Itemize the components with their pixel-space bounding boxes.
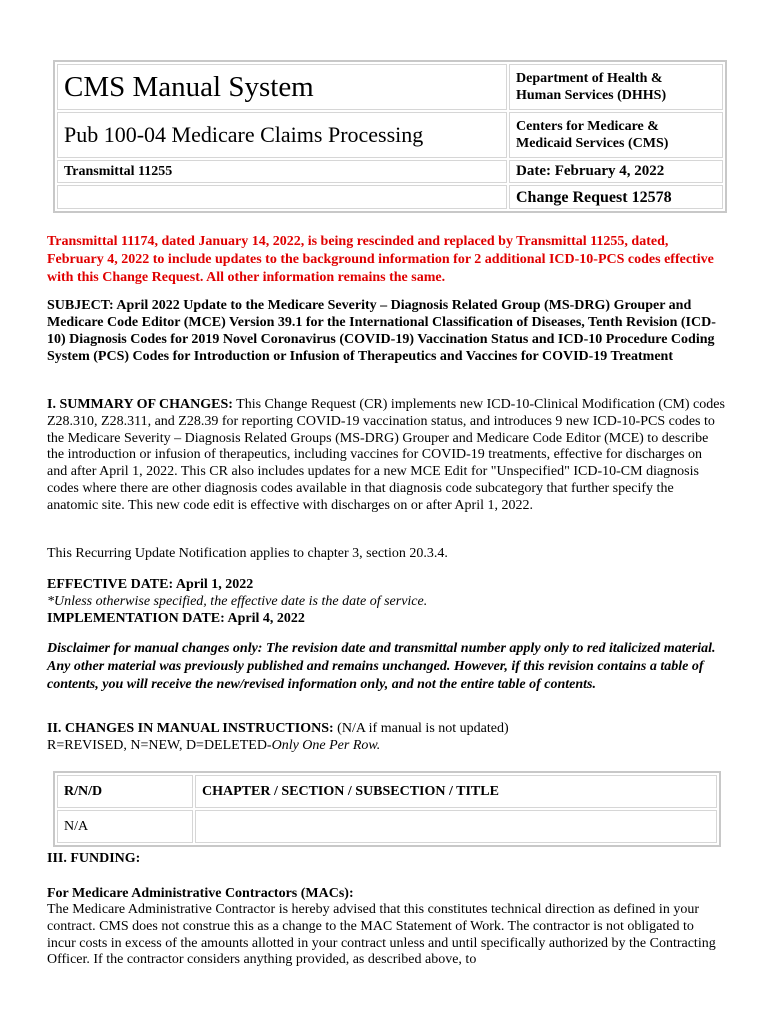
effective-date: EFFECTIVE DATE: April 1, 2022: [47, 577, 254, 592]
manual-title: CMS Manual System: [57, 64, 507, 110]
table-cell: N/A: [57, 810, 193, 843]
dept-name: Department of Health & Human Services (DHHS): [509, 64, 723, 110]
subject: SUBJECT: April 2022 Update to the Medicare Severity – Diagnosis Related Group (MS-DRG) Grouper and Medicare Code Editor (MCE) Version 39.1 for the International Classification of Diseases, Tenth Revision (ICD-10) Diagnosis Codes for 2019 Novel Coronavirus (COVID-19) Vaccination Status and ICD-10 Procedure Coding System (PCS) Codes for Introduction or Infusion of Therapeutics and Vaccines for COVID-19 Treatment: [47, 298, 716, 364]
legend-italic: Only One Per Row.: [271, 738, 381, 753]
table-row: [57, 810, 717, 843]
table-cell: [195, 810, 717, 843]
changes-table: [53, 771, 721, 847]
pub-title: Pub 100-04 Medicare Claims Processing: [57, 112, 507, 158]
dates-block: [47, 576, 725, 627]
transmittal-date: Date: February 4, 2022: [509, 160, 723, 183]
disclaimer: Disclaimer for manual changes only: The revision date and transmittal number apply only to red italicized material. Any other material was previously published and remains unchanged. However, if this revision contains a table of contents, you will receive the new/revised information only, and not the entire table of contents.: [47, 641, 716, 692]
empty-cell: [57, 185, 507, 209]
table-header-row: [57, 775, 717, 808]
mac-label: For Medicare Administrative Contractors (MACs):: [47, 886, 354, 901]
funding-label: III. FUNDING:: [47, 851, 141, 866]
changes-section: [47, 720, 725, 754]
agency-name: Centers for Medicare & Medicaid Services (CMS): [509, 112, 723, 158]
changes-note: (N/A if manual is not updated): [333, 721, 509, 736]
change-request: Change Request 12578: [509, 185, 723, 209]
changes-label: II. CHANGES IN MANUAL INSTRUCTIONS:: [47, 721, 334, 736]
transmittal-number: Transmittal 11255: [57, 160, 507, 183]
col-header-rnd: R/N/D: [57, 775, 193, 808]
rescind-notice: Transmittal 11174, dated January 14, 2022, is being rescinded and replaced by Transmittal 11255, dated, February 4, 2022 to include updates to the background information for 2 additional ICD-10-PCS codes effective with this Change Request. All other information remains the same.: [47, 234, 714, 285]
effective-note: *Unless otherwise specified, the effective date is the date of service.: [47, 594, 428, 609]
col-header-title: CHAPTER / SECTION / SUBSECTION / TITLE: [195, 775, 717, 808]
legend: R=REVISED, N=NEW, D=DELETED-: [47, 738, 272, 753]
summary-of-changes: I. SUMMARY OF CHANGES: This Change Request (CR) implements new ICD-10-Clinical Modification (CM) codes Z28.310, Z28.311, and Z28.39 for reporting COVID-19 vaccination status, and introduces 9 new ICD-10-PCS codes to the Medicare Severity – Diagnosis Related Groups (MS-DRG) Grouper and Medicare Code Editor (MCE) to describe the introduction or infusion of therapeutics, including vaccines for COVID-19 treatments, effective for discharges on and after April 1, 2022. This CR also includes updates for a new MCE Edit for "Unspecified" ICD-10-CM diagnosis codes where there are other diagnosis codes available in that diagnosis code subcategory that further specify the anatomic site. This new code edit is effective with discharges on or after April 1, 2022.: [47, 397, 725, 513]
implementation-date: IMPLEMENTATION DATE: April 4, 2022: [47, 611, 305, 626]
applies-note: This Recurring Update Notification applies to chapter 3, section 20.3.4.: [47, 546, 448, 561]
mac-text: The Medicare Administrative Contractor is hereby advised that this constitutes technical direction as defined in your contract. CMS does not construe this as a change to the MAC Statement of Work. The contractor is not obligated to incur costs in excess of the amounts allotted in your contract unless and until specifically authorized by the Contracting Officer. If the contractor considers anything provided, as described above, to: [47, 902, 716, 968]
header-table: [53, 60, 727, 213]
